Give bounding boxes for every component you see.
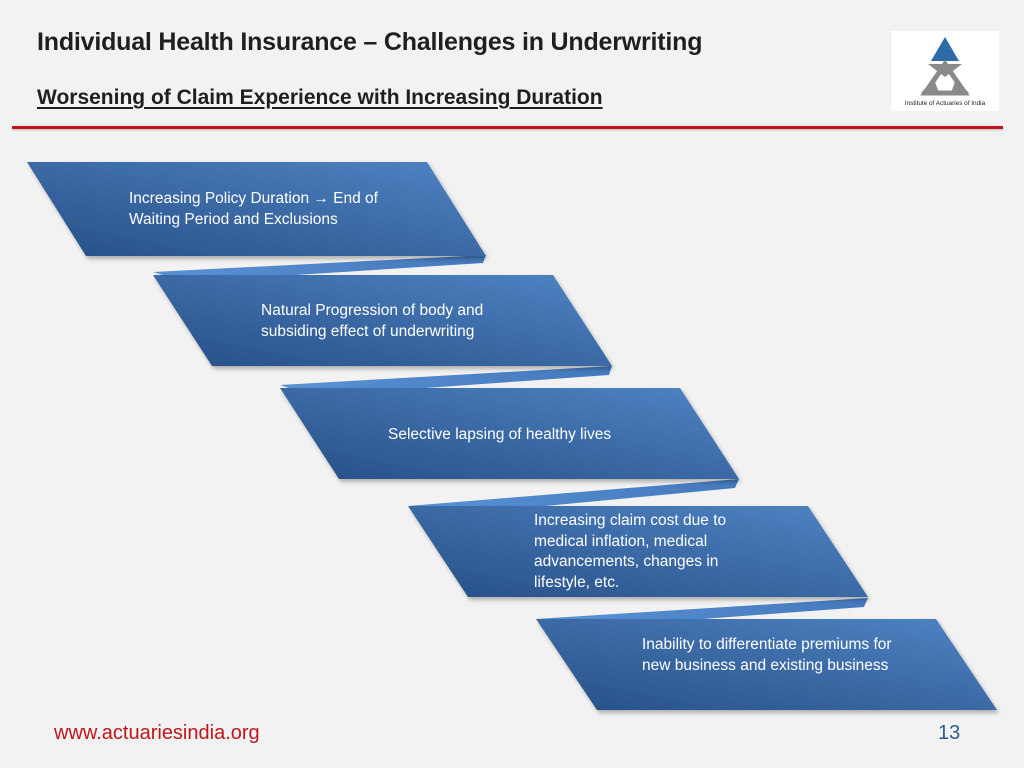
step-4-text: Increasing claim cost due to medical inflation, medical advancements, changes in lifestyle, etc.: [534, 512, 727, 591]
step-5-text: Inability to differentiate premiums for new business and existing business: [642, 636, 892, 674]
step-1-text: Increasing Policy Duration → End of Waiting Period and Exclusions: [129, 190, 378, 228]
page-number: 13: [938, 722, 961, 744]
page-title: Individual Health Insurance – Challenges in Underwriting: [37, 28, 703, 56]
logo-text: Institute of Actuaries of India: [904, 100, 986, 107]
page-subtitle: Worsening of Claim Experience with Increasing Duration: [37, 86, 603, 109]
footer-website-link[interactable]: www.actuariesindia.org: [54, 722, 260, 744]
step-3-text: Selective lapsing of healthy lives: [388, 426, 612, 443]
step-2-text: Natural Progression of body and subsiding effect of underwriting: [261, 302, 484, 340]
